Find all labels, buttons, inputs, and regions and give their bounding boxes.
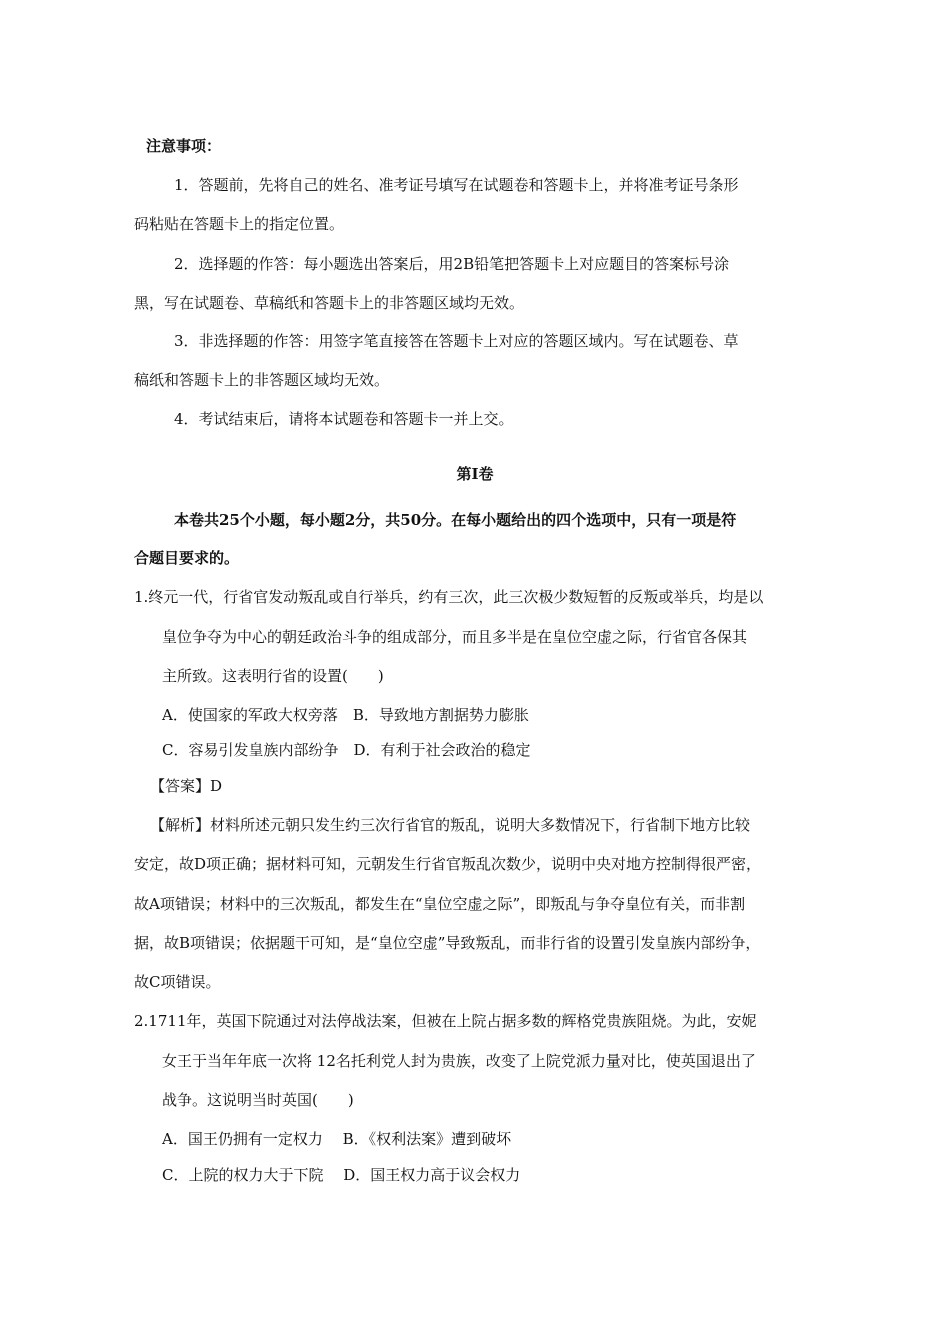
notice-item-1-line-2: 码粘贴在答题卡上的指定位置。 (134, 215, 345, 233)
notice-item-3-line-1: 3．非选择题的作答：用签字笔直接答在答题卡上对应的答题区域内。写在试题卷、草 (174, 332, 739, 350)
q2-options-line-1: A．国王仍拥有一定权力 B．《权利法案》遭到破坏 (162, 1130, 512, 1148)
q1-options-line-1: A．使国家的军政大权旁落 B．导致地方割据势力膨胀 (162, 706, 529, 724)
notice-title: 注意事项： (146, 137, 222, 155)
q1-analysis-line-4: 据，故B项错误；依据题干可知，是“皇位空虚”导致叛乱，而非行省的设置引发皇族内部纷争， (134, 934, 761, 952)
q2-stem-line-2: 女王于当年年底一次将 12名托利党人封为贵族，改变了上院党派力量对比，使英国退出了 (162, 1052, 756, 1070)
notice-item-2-line-2: 黑，写在试题卷、草稿纸和答题卡上的非答题区域均无效。 (134, 294, 525, 312)
q1-stem-line-3: 主所致。这表明行省的设置( ) (162, 667, 384, 685)
q1-options-line-2: C．容易引发皇族内部纷争 D．有利于社会政治的稳定 (162, 741, 531, 759)
q2-stem-line-3: 战争。这说明当时英国( ) (162, 1091, 354, 1109)
q1-analysis-line-1: 【解析】材料所述元朝只发生约三次行省官的叛乱，说明大多数情况下，行省制下地方比较 (150, 816, 751, 834)
section-title: 第Ⅰ卷 (456, 465, 494, 483)
notice-item-1-line-1: 1．答题前，先将自己的姓名、准考证号填写在试题卷和答题卡上，并将准考证号条形 (174, 176, 739, 194)
q1-stem-line-1: 1.终元一代，行省官发动叛乱或自行举兵，约有三次，此三次极少数短暂的反叛或举兵，均是以 (134, 588, 764, 606)
notice-item-4: 4．考试结束后，请将本试题卷和答题卡一并上交。 (174, 410, 514, 428)
q1-analysis-line-3: 故A项错误；材料中的三次叛乱，都发生在“皇位空虚之际”，即叛乱与争夺皇位有关，而非割 (134, 895, 746, 913)
q1-analysis-line-2: 安定，故D项正确；据材料可知，元朝发生行省官叛乱次数少，说明中央对地方控制得很严密， (134, 855, 762, 873)
q2-stem-line-1: 2.1711年，英国下院通过对法停战法案，但被在上院占据多数的辉格党贵族阻烧。为此，安妮 (134, 1012, 757, 1030)
q1-analysis-line-5: 故C项错误。 (134, 973, 221, 991)
notice-item-2-line-1: 2．选择题的作答：每小题选出答案后，用2B铅笔把答题卡上对应题目的答案标号涂 (174, 255, 730, 273)
q2-options-line-2: C．上院的权力大于下院 D．国王权力高于议会权力 (162, 1166, 521, 1184)
section-instruction-line-2: 合题目要求的。 (134, 549, 240, 567)
q1-answer: 【答案】D (150, 777, 223, 795)
notice-item-3-line-2: 稿纸和答题卡上的非答题区域均无效。 (134, 371, 390, 389)
section-instruction-line-1: 本卷共25个小题，每小题2分，共50分。在每小题给出的四个选项中，只有一项是符 (174, 511, 737, 529)
q1-stem-line-2: 皇位争夺为中心的朝廷政治斗争的组成部分，而且多半是在皇位空虚之际，行省官各保其 (162, 628, 748, 646)
